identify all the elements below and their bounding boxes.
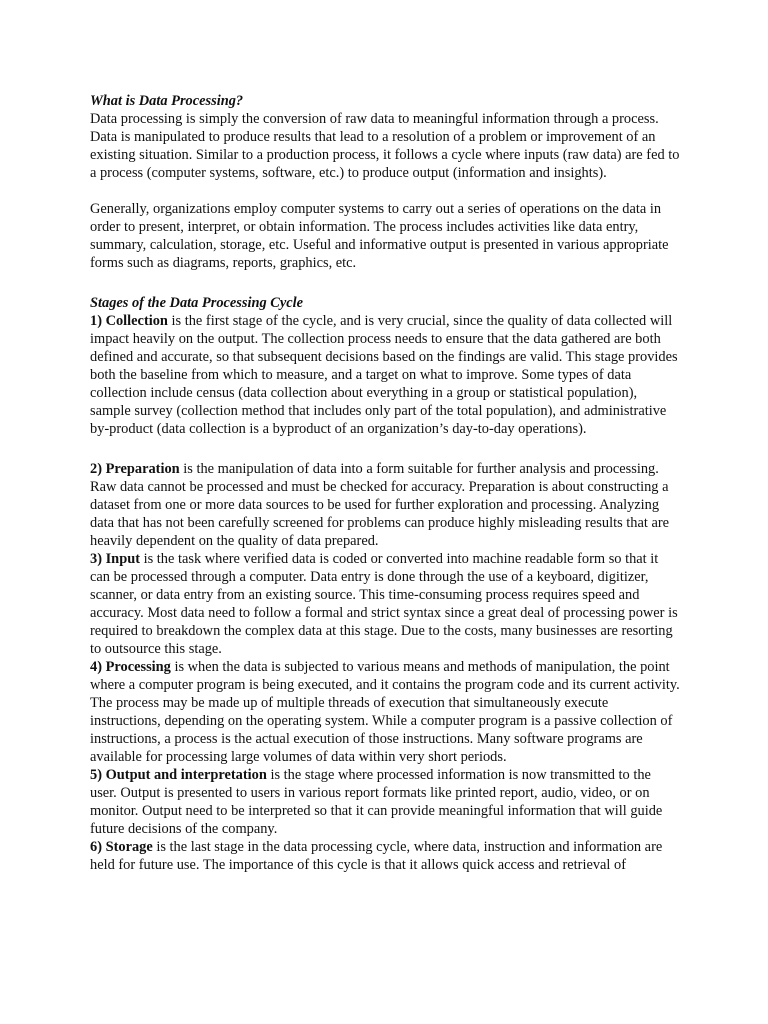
stage-text: is the last stage in the data processing cycle, where data, instruction and information are held for future use. The importance of this cycle is that it allows quick access and retrieval of	[90, 839, 663, 873]
stage-term: 2) Preparation	[90, 461, 180, 477]
stage-text: is the stage where processed information is now transmitted to the user. Output is presented to users in various report formats like printed report, audio, video, or on monitor. Output need to be interpreted so that it can provide meaningful information that will guide future decisions of the company.	[90, 767, 663, 837]
stage-storage	[90, 838, 680, 874]
stage-text: is the first stage of the cycle, and is very crucial, since the quality of data collected will impact heavily on the output. The collection process needs to ensure that the data gathered are both defined and accurate, so that subsequent decisions based on the findings are valid. This stage provides both the baseline from which to measure, and a target on what to improve. Some types of data collection include census (data collection about everything in a group or statistical population), sample survey (collection method that includes only part of the total population), and administrative by-product (data collection is a byproduct of an organization’s day-to-day operations).	[90, 313, 678, 437]
stage-term: 3) Input	[90, 551, 140, 567]
stage-text: is when the data is subjected to various means and methods of manipulation, the point where a computer program is being executed, and it contains the program code and its current activity. The process may be made up of multiple threads of execution that simultaneously execute instructions, depending on the operating system. While a computer program is a passive collection of instructions, a process is the actual execution of those instructions. Many software programs are available for processing large volumes of data within very short periods.	[90, 659, 680, 765]
intro-paragraph-2: Generally, organizations employ computer systems to carry out a series of operations on the data in order to present, interpret, or obtain information. The process includes activities like data entry, summary, calculation, storage, etc. Useful and informative output is presented in various appropriate forms such as diagrams, reports, graphics, etc.	[90, 201, 669, 271]
stage-collection	[90, 312, 680, 438]
stage-term: 4) Processing	[90, 659, 171, 675]
intro-heading: What is Data Processing?	[90, 93, 244, 109]
stage-term: 6) Storage	[90, 839, 153, 855]
stages-heading: Stages of the Data Processing Cycle	[90, 295, 304, 311]
stage-text: is the task where verified data is coded or converted into machine readable form so that it can be processed through a computer. Data entry is done through the use of a keyboard, digitizer, scanner, or data entry from an existing source. This time-consuming process requires speed and accuracy. Most data need to follow a formal and strict syntax since a great deal of processing power is required to breakdown the complex data at this stage. Due to the costs, many businesses are resorting to outsource this stage.	[90, 551, 678, 657]
stage-output-interpretation	[90, 766, 680, 838]
stage-input	[90, 550, 680, 658]
intro-paragraph-1: Data processing is simply the conversion of raw data to meaningful information through a process. Data is manipulated to produce results that lead to a resolution of a problem or improvement of an existing situation. Similar to a production process, it follows a cycle where inputs (raw data) are fed to a process (computer systems, software, etc.) to produce output (information and insights).	[90, 111, 680, 181]
stage-term: 1) Collection	[90, 313, 168, 329]
stage-term: 5) Output and interpretation	[90, 767, 267, 783]
stage-processing	[90, 658, 680, 766]
stage-text: is the manipulation of data into a form suitable for further analysis and processing. Raw data cannot be processed and must be checked for accuracy. Preparation is about constructing a dataset from one or more data sources to be used for further exploration and processing. Analyzing data that has not been carefully screened for problems can produce highly misleading results that are heavily dependent on the quality of data prepared.	[90, 461, 670, 549]
stage-preparation	[90, 460, 680, 550]
document-page	[90, 92, 680, 874]
